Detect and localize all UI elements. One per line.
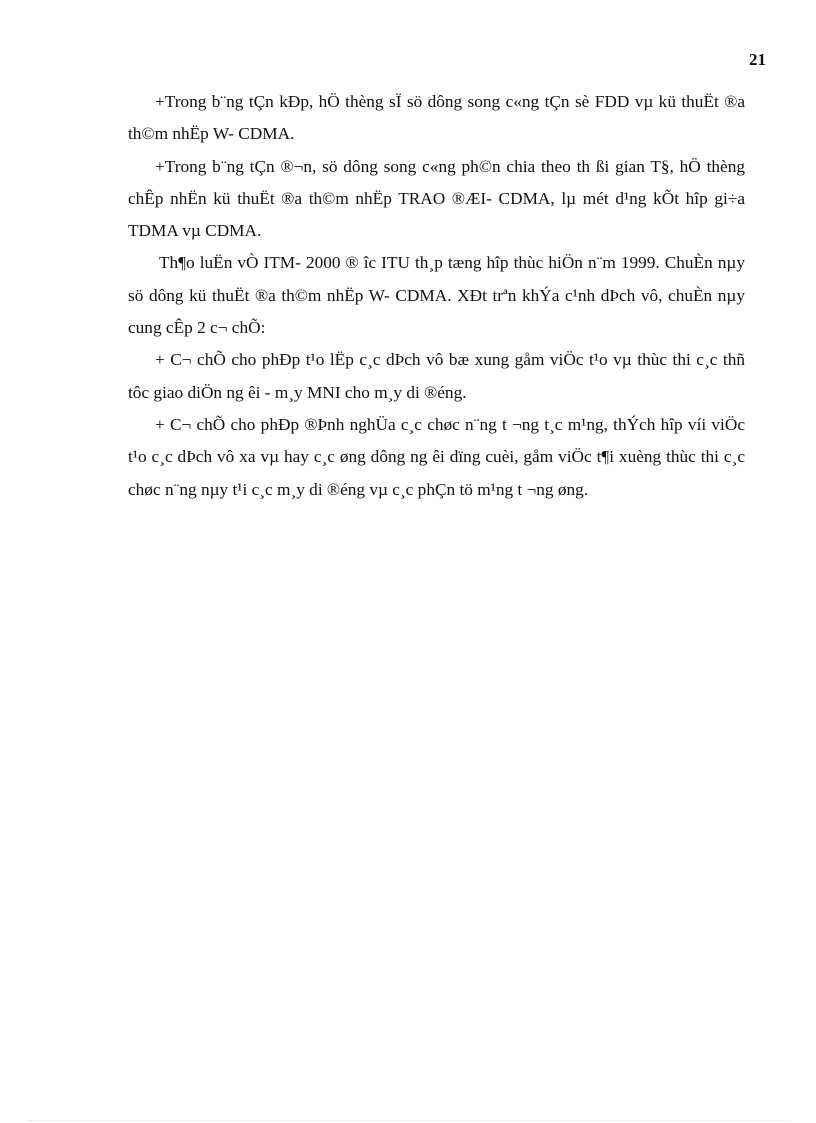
bottom-divider bbox=[28, 1120, 788, 1121]
paragraph-mechanism-1: + C¬ chÕ cho phÐp t¹o lËp c¸c dÞch vô bæ xung gåm viÖc t¹o vµ thùc thi c¸c thñ tôc giao diÖn ng êi - m¸y MNI cho m¸y di ®éng. bbox=[128, 350, 745, 402]
paragraph-itm-2000: Th¶o luËn vÒ ITM- 2000 ® îc ITU th¸p tæng hîp thùc hiÖn n¨m 1999. ChuÈn nµy sö dông kü thuËt ®a th©m nhËp W- CDMA. XÐt trªn khÝa c¹nh dÞch vô, chuÈn nµy cung cÊp 2 c¬ chÕ: bbox=[128, 253, 745, 338]
paragraph-single-band: +Trong b¨ng tÇn ®¬n, sö dông song c«ng ph©n chia theo th ßi gian T§, hÖ thèng chÊp nhËn kü thuËt ®a th©m nhËp TRAO ®ÆI- CDMA, lµ mét d¹ng kÕt hîp gi÷a TDMA vµ CDMA. bbox=[128, 156, 745, 241]
paragraph-dual-band: +Trong b¨ng tÇn kÐp, hÖ thèng sÏ sö dông song c«ng tÇn sè FDD vµ kü thuËt ®a th©m nhËp W- CDMA. bbox=[128, 92, 745, 144]
page-number: 21 bbox=[749, 50, 766, 69]
body-text bbox=[128, 86, 745, 506]
paragraph-mechanism-2: + C¬ chÕ cho phÐp ®Þnh nghÜa c¸c chøc n¨ng t ¬ng t¸c m¹ng, thÝch hîp víi viÖc t¹o c¸c dÞch vô xa vµ hay c¸c øng dông ng êi dïng cuèi, gåm viÖc t¶i xuèng thùc thi c¸c chøc n¨ng nµy t¹i c¸c m¸y di ®éng vµ c¸c phÇn tö m¹ng t ¬ng øng. bbox=[128, 414, 745, 499]
